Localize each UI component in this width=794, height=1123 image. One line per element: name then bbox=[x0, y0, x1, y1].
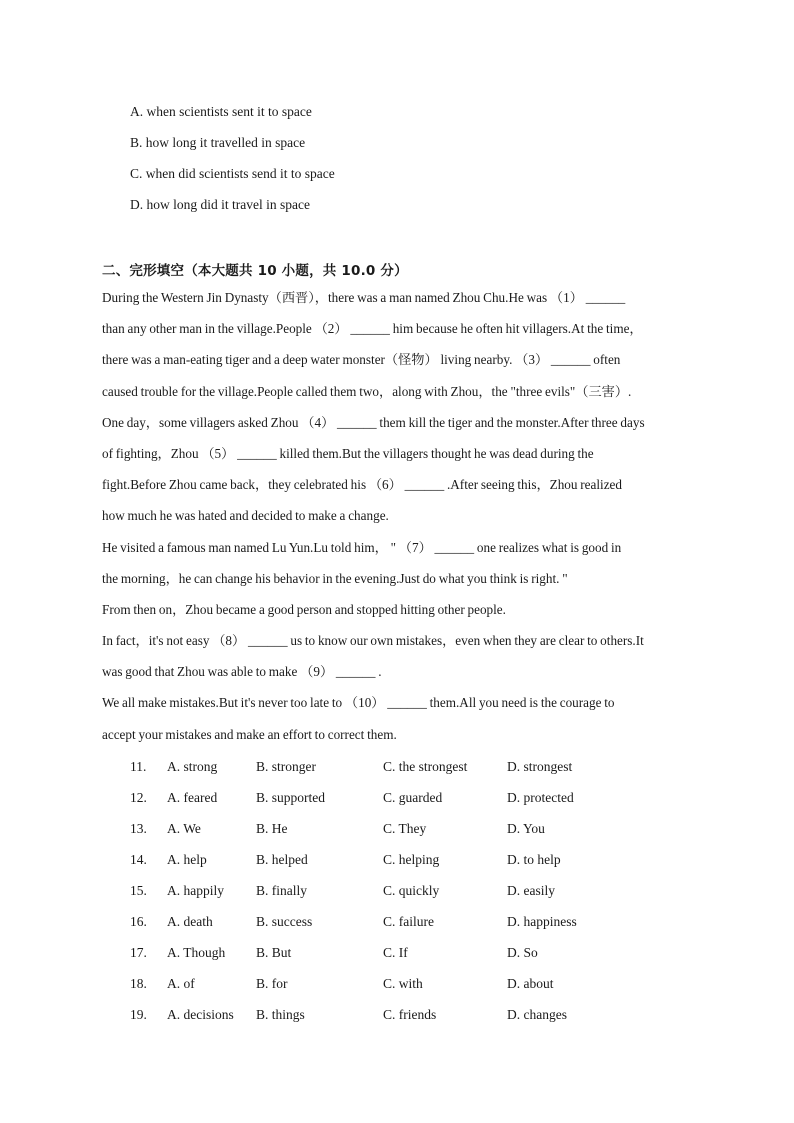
option-a: A. when scientists sent it to space bbox=[130, 104, 312, 119]
question-number: 15. bbox=[130, 883, 147, 898]
passage-line: how much he was hated and decided to make a change. bbox=[102, 508, 389, 524]
question-number: 12. bbox=[130, 790, 147, 805]
option-a: A. strong bbox=[167, 759, 218, 774]
question-number: 11. bbox=[130, 759, 147, 774]
passage-line: there was a man-eating tiger and a deep water monster（怪物） living nearby. （3） ______ often bbox=[102, 352, 621, 368]
option-d: D. happiness bbox=[507, 914, 577, 929]
question-number: 18. bbox=[130, 976, 147, 991]
passage-line: He visited a famous man named Lu Yun.Lu told him， " （7） ______ one realizes what is good in bbox=[102, 539, 622, 555]
option-b: B. He bbox=[256, 821, 288, 836]
question-number: 19. bbox=[130, 1007, 147, 1022]
option-d: D. how long did it travel in space bbox=[130, 197, 310, 212]
passage-line: During the Western Jin Dynasty（西晋），there was a man named Zhou Chu.He was （1） ______ bbox=[102, 290, 626, 305]
section-title: 二、完形填空（本大题共 10 小题，共 10.0 分） bbox=[102, 263, 408, 279]
question-number: 16. bbox=[130, 914, 147, 929]
question-number: 17. bbox=[130, 945, 147, 960]
option-d: D. to help bbox=[507, 852, 561, 867]
option-d: D. So bbox=[507, 945, 538, 960]
passage-line: From then on，Zhou became a good person and stopped hitting other people. bbox=[102, 601, 506, 617]
option-b: B. things bbox=[256, 1007, 305, 1022]
passage-line: the morning，he can change his behavior in the evening.Just do what you think is right. " bbox=[102, 570, 568, 586]
option-b: B. stronger bbox=[256, 759, 316, 774]
option-d: D. about bbox=[507, 976, 554, 991]
option-b: B. how long it travelled in space bbox=[130, 135, 306, 150]
option-c: C. They bbox=[383, 821, 427, 836]
option-c: C. guarded bbox=[383, 790, 443, 805]
previous-question-options bbox=[130, 102, 335, 226]
question-number: 13. bbox=[130, 821, 147, 836]
option-a: A. of bbox=[167, 976, 195, 991]
option-a: A. happily bbox=[167, 883, 224, 898]
option-a: A. death bbox=[167, 914, 213, 929]
passage-line: than any other man in the village.People （2） ______ him because he often hit villagers.At the time， bbox=[102, 321, 643, 337]
option-c: C. helping bbox=[383, 852, 440, 867]
option-b: B. finally bbox=[256, 883, 307, 898]
option-b: B. for bbox=[256, 976, 288, 991]
option-d: D. strongest bbox=[507, 759, 573, 774]
option-b: B. helped bbox=[256, 852, 308, 867]
option-b: B. But bbox=[256, 945, 292, 960]
option-c: C. the strongest bbox=[383, 759, 468, 774]
option-a: A. Though bbox=[167, 945, 226, 960]
passage-line: In fact，it's not easy （8） ______ us to know our own mistakes，even when they are clear to others.It bbox=[102, 633, 644, 649]
passage-line: was good that Zhou was able to make （9） ______ . bbox=[102, 664, 382, 680]
option-a: A. help bbox=[167, 852, 207, 867]
option-c: C. If bbox=[383, 945, 408, 960]
question-number: 14. bbox=[130, 852, 147, 867]
option-c: C. when did scientists send it to space bbox=[130, 166, 335, 181]
option-c: C. with bbox=[383, 976, 423, 991]
option-c: C. failure bbox=[383, 914, 434, 929]
option-a: A. We bbox=[167, 821, 201, 836]
passage-line: We all make mistakes.But it's never too late to （10） ______ them.All you need is the courage to bbox=[102, 695, 615, 711]
option-d: D. protected bbox=[507, 790, 574, 805]
option-a: A. decisions bbox=[167, 1007, 234, 1022]
passage-line: One day，some villagers asked Zhou （4） ______ them kill the tiger and the monster.After three days bbox=[102, 414, 645, 430]
option-a: A. feared bbox=[167, 790, 218, 805]
cloze-passage bbox=[102, 288, 702, 756]
passage-line: caused trouble for the village.People called them two，along with Zhou，the "three evils"（三害）. bbox=[102, 383, 632, 399]
passage-line: of fighting，Zhou （5） ______ killed them.But the villagers thought he was dead during the bbox=[102, 445, 594, 461]
passage-line: accept your mistakes and make an effort to correct them. bbox=[102, 726, 397, 742]
option-c: C. friends bbox=[383, 1007, 437, 1022]
option-d: D. You bbox=[507, 821, 545, 836]
option-d: D. easily bbox=[507, 883, 555, 898]
option-c: C. quickly bbox=[383, 883, 440, 898]
passage-line: fight.Before Zhou came back，they celebrated his （6） ______ .After seeing this，Zhou realized bbox=[102, 477, 622, 493]
option-d: D. changes bbox=[507, 1007, 567, 1022]
option-b: B. success bbox=[256, 914, 313, 929]
option-b: B. supported bbox=[256, 790, 325, 805]
